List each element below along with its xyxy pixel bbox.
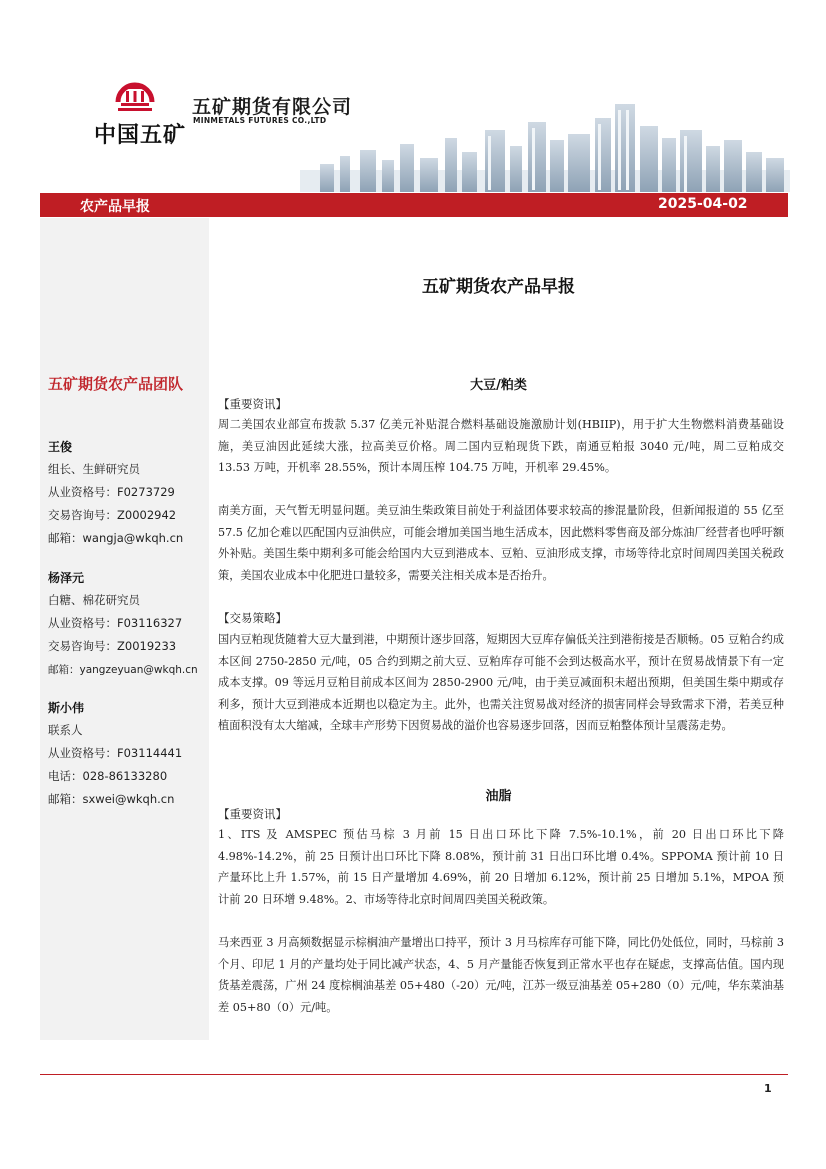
analyst-email[interactable]: 邮箱：sxwei@wkqh.cn <box>48 792 175 806</box>
analyst-phone: 电话：028-86133280 <box>48 769 168 783</box>
news-paragraph: 周二美国农业部宣布拨款 5.37 亿美元补贴混合燃料基础设施激励计划(HBIIP)，用于扩大生物燃料消费基础设施，美豆油因此延续大涨，拉高美豆价格。周二国内豆粕现货下跌，南通豆粕报 3040 元/吨，周二豆粕成交 13.53 万吨，开机率 28.55%，预计本周压榨 104.75 万吨，开机率 29.45%。 <box>218 418 784 474</box>
news-paragraph: 1、ITS 及 AMSPEC 预估马棕 3 月前 15 日出口环比下降 7.5%-10.1%，前 20 日出口环比下降 4.98%-14.2%，前 25 日预计出口环比下降 8.08%，预计前 31 日出口环比增 0.4%。SPPOMA 预计前 10 日产量环比上升 1.57%，前 15 日产量增加 4.69%，前 20 日增加 6.12%，预计前 25 日增加 5.1%，MPOA 预计前 20 日环增 9.48%。2、市场等待北京时间周四美国关税政策。 <box>218 828 784 906</box>
company-name-en: MINMETALS FUTURES CO.,LTD <box>193 116 327 125</box>
section-title-soybean: 大豆/粕类 <box>470 378 527 393</box>
section-title-oils: 油脂 <box>485 789 512 804</box>
footer-divider <box>40 1074 788 1075</box>
news-paragraph: 马来西亚 3 月高频数据显示棕榈油产量增出口持平，预计 3 月马棕库存可能下降，同比仍处低位，同时，马棕前 3 个月、印尼 1 月的产量均处于同比减产状态，4、5 月产量能否恢复到正常水平也存在疑虑，支撑高估值。国内现货基差震荡，广州 24 度棕榈油基差 05+480（-20）元/吨，江苏一级豆油基差 05+280（0）元/吨，华东菜油基差 05+80（0）元/吨。 <box>218 936 784 1014</box>
report-type-label: 农产品早报 <box>80 199 150 215</box>
company-name-cn: 五矿期货有限公司 <box>192 96 353 118</box>
analyst-license: 从业资格号：F03116327 <box>48 616 183 630</box>
logo-text: 中国五矿 <box>94 123 187 148</box>
analyst-name: 斯小伟 <box>48 701 85 715</box>
analyst-role: 联系人 <box>48 723 83 737</box>
analyst-role: 白糖、棉花研究员 <box>48 593 140 607</box>
city-skyline-image <box>300 100 790 192</box>
analyst-consult-license: 交易咨询号：Z0002942 <box>48 508 177 522</box>
analyst-name: 杨泽元 <box>48 571 85 585</box>
analyst-email[interactable]: 邮箱：wangja@wkqh.cn <box>48 531 184 545</box>
analyst-role: 组长、生鲜研究员 <box>48 462 140 476</box>
document-title: 五矿期货农产品早报 <box>422 277 575 297</box>
analyst-email[interactable]: 邮箱：yangzeyuan@wkqh.cn <box>48 664 198 676</box>
strategy-paragraph: 国内豆粕现货随着大豆大量到港，中期预计逐步回落，短期因大豆库存偏低关注到港衔接是否顺畅。05 豆粕合约成本区间 2750-2850 元/吨，05 合约到期之前大豆、豆粕库存可能不会到达极高水平，预计在贸易战情景下有一定成本支撑。09 等远月豆粕目前成本区间为 2850-2900 元/吨，由于美豆减面积未超出预期，但美国生柴中期或存利多，预计大豆到港成本近期也以稳定为主。此外，也需关注贸易战对经济的损害同样会导致需求下滑，若美豆种植面积没有太大缩减，全球丰产形势下因贸易战的溢价也容易逐步回落，因而豆粕整体预计呈震荡走势。 <box>218 633 784 732</box>
page-number: 1 <box>764 1082 772 1095</box>
analyst-license: 从业资格号：F0273729 <box>48 485 175 499</box>
analyst-name: 王俊 <box>48 440 73 454</box>
minmetals-emblem-icon <box>112 72 158 112</box>
report-date: 2025-04-02 <box>658 196 748 212</box>
news-paragraph: 南美方面，天气暂无明显问题。美豆油生柴政策目前处于利益团体要求较高的掺混量阶段，但新闻报道的 55 亿至 57.5 亿加仑难以匹配国内豆油供应，可能会增加美国当地生活成本，因此燃料零售商及部分炼油厂经营者也呼吁额外补贴。美国生柴中期利多可能会给国内大豆到港成本、豆粕、豆油形成支撑，市场等待北京时间周四美国关税政策，美国农业成本中化肥进口量较多，需要关注相关成本是否抬升。 <box>218 504 785 582</box>
analyst-consult-license: 交易咨询号：Z0019233 <box>48 639 177 653</box>
analyst-license: 从业资格号：F03114441 <box>48 746 183 760</box>
strategy-tag: 【交易策略】 <box>218 611 287 625</box>
team-title: 五矿期货农产品团队 <box>48 375 184 393</box>
news-tag: 【重要资讯】 <box>218 397 287 411</box>
news-tag: 【重要资讯】 <box>218 807 287 821</box>
